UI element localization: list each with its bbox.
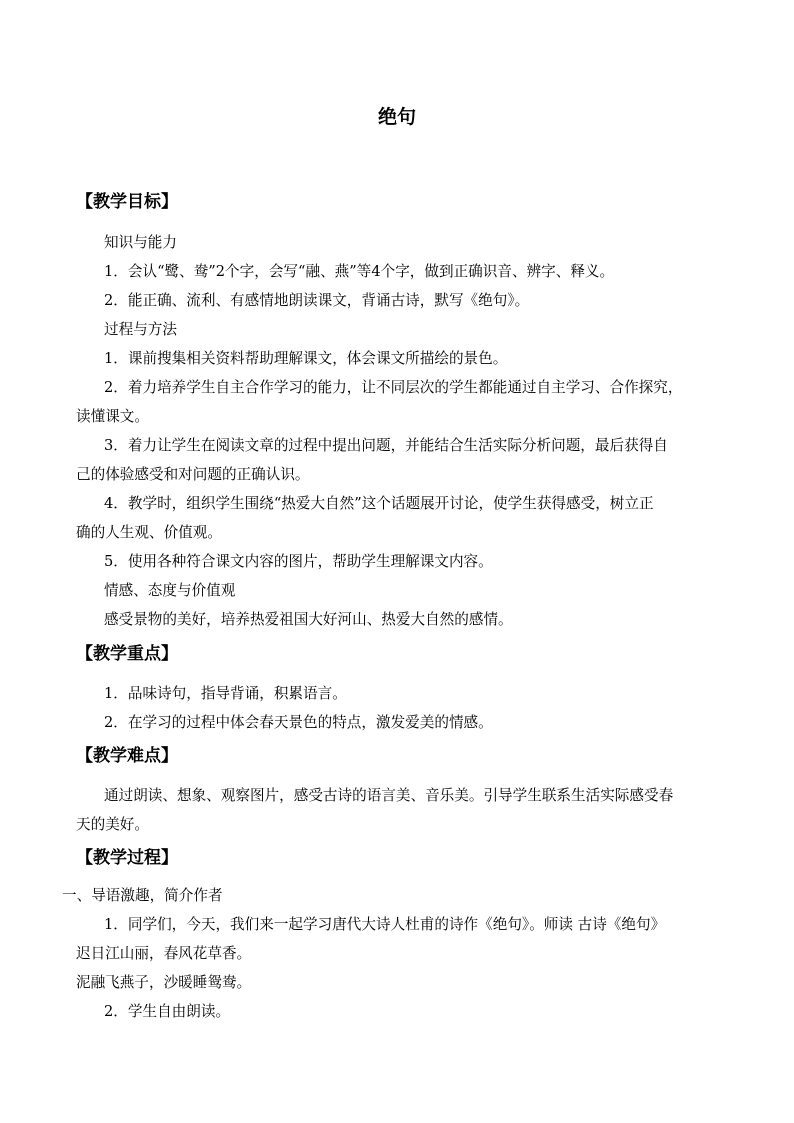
subheading-values: 情感、态度与价值观 — [104, 582, 236, 599]
paragraph: 2．学生自由朗读。 — [104, 1003, 231, 1020]
heading-key-points: 【教学重点】 — [76, 644, 178, 664]
paragraph: 通过朗读、想象、观察图片，感受古诗的语言美、音乐美。引导学生联系生活实际感受春 — [104, 787, 674, 804]
paragraph: 4．教学时，组织学生围绕“热爱大自然”这个话题展开讨论，使学生获得感受，树立正 — [104, 495, 654, 512]
paragraph: 5．使用各种符合课文内容的图片，帮助学生理解课文内容。 — [104, 553, 493, 570]
paragraph: 1．品味诗句，指导背诵，积累语言。 — [104, 685, 347, 702]
paragraph: 2．能正确、流利、有感情地朗读课文，背诵古诗，默写《绝句》。 — [104, 292, 530, 309]
paragraph: 1．同学们，今天，我们来一起学习唐代大诗人杜甫的诗作《绝句》。师读 古诗《绝句》 — [104, 916, 666, 933]
paragraph-continuation: 己的体验感受和对问题的正确认识。 — [76, 466, 310, 483]
section-heading: 一、导语激趣，简介作者 — [62, 887, 223, 904]
paragraph: 2．着力培养学生自主合作学习的能力，让不同层次的学生都能通过自主学习、合作探究， — [104, 379, 683, 396]
page-title: 绝句 — [377, 106, 416, 128]
poem-line: 迟日江山丽，春风花草香。 — [76, 945, 252, 962]
paragraph-continuation: 读懂课文。 — [76, 408, 149, 425]
paragraph-continuation: 天的美好。 — [76, 816, 149, 833]
heading-difficulties: 【教学难点】 — [76, 746, 178, 766]
paragraph: 1．会认“鹭、鸯”2个字，会写“融、燕”等4个字，做到正确识音、辨字、释义。 — [104, 263, 615, 280]
subheading-process: 过程与方法 — [104, 321, 177, 338]
paragraph-continuation: 确的人生观、价值观。 — [76, 524, 222, 541]
paragraph: 感受景物的美好，培养热爱祖国大好河山、热爱大自然的感情。 — [104, 611, 513, 628]
paragraph: 3．着力让学生在阅读文章的过程中提出问题，并能结合生活实际分析问题，最后获得自 — [104, 437, 668, 454]
paragraph: 1．课前搜集相关资料帮助理解课文，体会课文所描绘的景色。 — [104, 350, 508, 367]
heading-process: 【教学过程】 — [76, 848, 178, 868]
paragraph: 2．在学习的过程中体会春天景色的特点，激发爱美的情感。 — [104, 714, 493, 731]
subheading-knowledge: 知识与能力 — [104, 234, 177, 251]
heading-objectives: 【教学目标】 — [76, 192, 178, 212]
poem-line: 泥融飞燕子，沙暖睡鸳鸯。 — [76, 974, 252, 991]
